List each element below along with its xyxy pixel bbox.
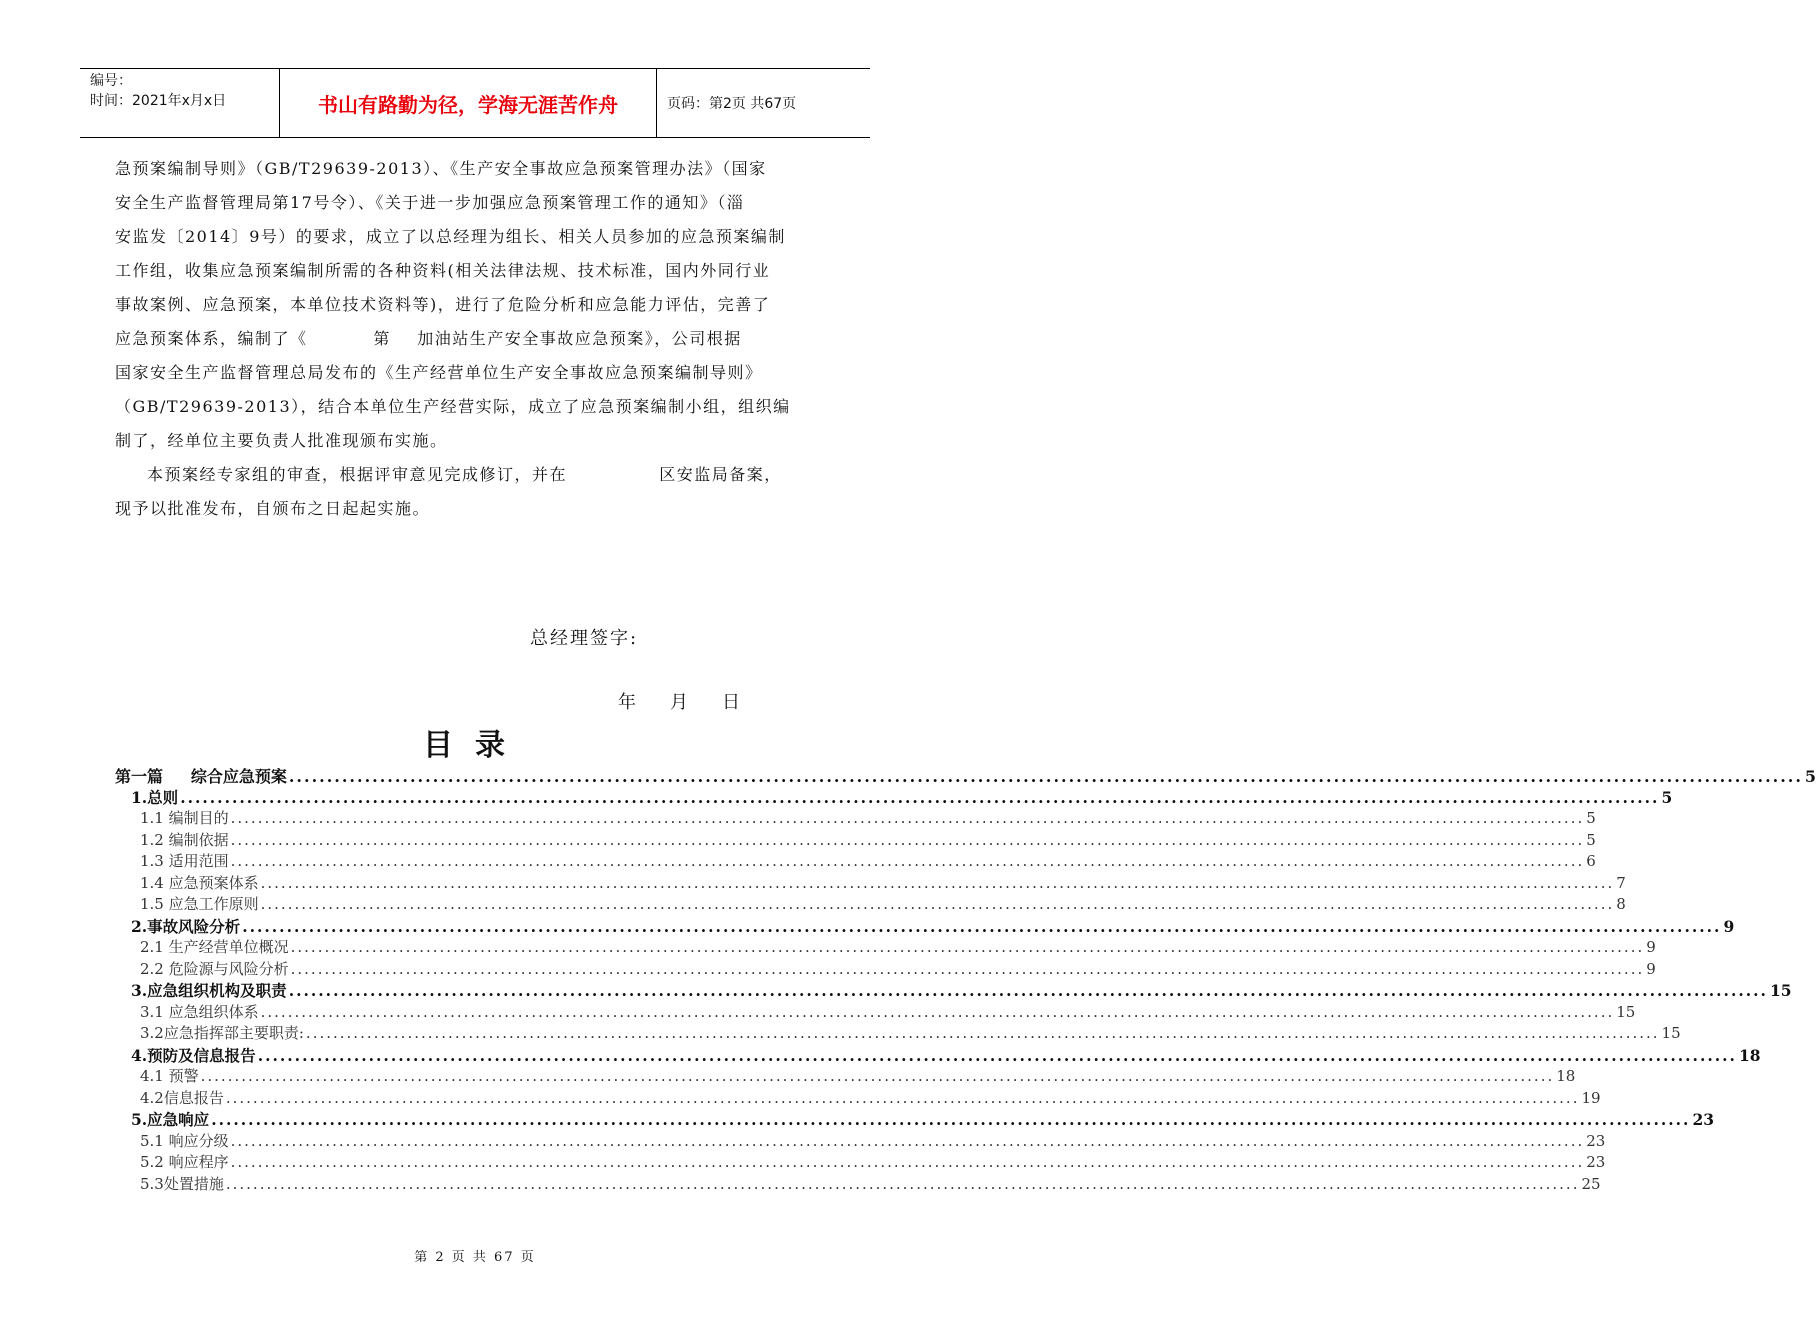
paragraph-line: 安监发〔2014〕9号）的要求，成立了以总经理为组长、相关人员参加的应急预案编制	[115, 227, 786, 246]
toc-entry-page: 23	[1586, 1153, 1606, 1171]
signature-date	[618, 688, 774, 714]
toc-entry-label: 第一篇 综合应急预案	[115, 767, 287, 786]
toc-entry-page: 15	[1769, 981, 1792, 1000]
toc-entry[interactable]	[115, 915, 1735, 937]
toc-entry-page: 23	[1692, 1110, 1715, 1129]
toc-entry-label: 1.总则	[131, 787, 179, 807]
toc-entry[interactable]	[115, 1001, 1636, 1023]
toc-entry-page: 5	[1661, 787, 1673, 807]
header-left-cell	[80, 69, 280, 137]
table-of-contents	[115, 764, 1816, 1194]
toc-leader-dots: ........................................................................................................................................................................................................	[260, 873, 1615, 892]
toc-leader-dots: ........................................................................................................................................................................................................	[225, 1088, 1580, 1107]
toc-entry-page: 25	[1581, 1174, 1601, 1193]
toc-entry[interactable]	[115, 1108, 1715, 1130]
page-footer: 第 2 页 共 67 页	[414, 1250, 536, 1265]
toc-entry[interactable]	[115, 872, 1626, 894]
toc-entry-label: 3.2应急指挥部主要职责:	[140, 1024, 304, 1042]
toc-entry[interactable]	[115, 807, 1596, 829]
toc-leader-dots: ........................................................................................................................................................................................................	[230, 830, 1585, 849]
toc-entry-label: 1.3 适用范围	[140, 852, 229, 870]
toc-entry-label: 3.1 应急组织体系	[140, 1002, 259, 1021]
time-label: 时间：2021年x月x日	[90, 93, 227, 109]
toc-entry[interactable]	[115, 829, 1596, 851]
toc-leader-dots: ........................................................................................................................................................................................................	[305, 1024, 1660, 1042]
toc-entry[interactable]	[115, 850, 1596, 872]
toc-entry[interactable]	[115, 1173, 1601, 1195]
toc-leader-dots: ........................................................................................................................................................................................................	[225, 1174, 1580, 1193]
toc-entry-label: 4.1 预警	[140, 1067, 199, 1085]
number-label: 编号：	[90, 73, 132, 89]
toc-entry-page: 18	[1738, 1045, 1761, 1065]
toc-entry-label: 2.事故风险分析	[131, 916, 241, 936]
toc-entry-page: 7	[1616, 873, 1626, 892]
toc-entry-label: 1.4 应急预案体系	[140, 873, 259, 892]
toc-entry-label: 4.2信息报告	[140, 1088, 224, 1107]
toc-leader-dots: ........................................................................................................................................................................................................	[230, 1131, 1585, 1150]
toc-entry-page: 6	[1586, 852, 1596, 870]
toc-entry-page: 18	[1556, 1067, 1576, 1085]
toc-entry[interactable]	[115, 979, 1792, 1001]
toc-entry-label: 5.3处置措施	[140, 1174, 224, 1193]
toc-entry-label: 5.2 响应程序	[140, 1153, 229, 1171]
toc-entry[interactable]	[115, 893, 1626, 915]
paragraph-line: 本预案经专家组的审查，根据评审意见完成修订，并在 区安监局备案，	[147, 465, 782, 484]
toc-leader-dots: ........................................................................................................................................................................................................	[290, 959, 1645, 978]
toc-entry[interactable]	[115, 1151, 1606, 1173]
day-label: 日	[722, 692, 740, 713]
toc-leader-dots: ........................................................................................................................................................................................................	[257, 1045, 1737, 1065]
body-text	[115, 152, 845, 526]
toc-leader-dots: ........................................................................................................................................................................................................	[288, 767, 1803, 786]
toc-entry-page: 9	[1723, 916, 1735, 936]
toc-entry-label: 1.5 应急工作原则	[140, 895, 259, 913]
toc-entry-label: 1.2 编制依据	[140, 830, 229, 849]
paragraph-line: 事故案例、应急预案，本单位技术资料等)，进行了危险分析和应急能力评估，完善了	[115, 295, 771, 314]
toc-entry-page: 5	[1586, 830, 1596, 849]
toc-entry[interactable]	[115, 1044, 1761, 1066]
page-info: 页码：第2页 共67页	[667, 96, 797, 112]
toc-entry-label: 4.预防及信息报告	[131, 1045, 256, 1065]
paragraph-line: （GB/T29639-2013），结合本单位生产经营实际，成立了应急预案编制小组，组织编	[115, 397, 791, 416]
toc-leader-dots: ........................................................................................................................................................................................................	[211, 1110, 1691, 1129]
toc-entry[interactable]	[115, 786, 1673, 808]
year-label: 年	[618, 692, 636, 713]
toc-leader-dots: ........................................................................................................................................................................................................	[230, 852, 1585, 870]
toc-entry-page: 8	[1616, 895, 1626, 913]
toc-entry[interactable]	[115, 1087, 1601, 1109]
signature-label: 总经理签字:	[530, 628, 639, 649]
toc-entry-label: 5.应急响应	[131, 1110, 210, 1129]
toc-leader-dots: ........................................................................................................................................................................................................	[230, 1153, 1585, 1171]
toc-leader-dots: ........................................................................................................................................................................................................	[260, 1002, 1615, 1021]
toc-entry-label: 1.1 编制目的	[140, 809, 229, 827]
toc-entry-label: 5.1 响应分级	[140, 1131, 229, 1150]
toc-leader-dots: ........................................................................................................................................................................................................	[290, 938, 1645, 956]
toc-leader-dots: ........................................................................................................................................................................................................	[200, 1067, 1555, 1085]
toc-entry[interactable]	[115, 1130, 1606, 1152]
paragraph-line: 制了，经单位主要负责人批准现颁布实施。	[115, 431, 448, 450]
toc-title: 目录	[423, 728, 527, 763]
paragraph-line: 应急预案体系，编制了《 第 加油站生产安全事故应急预案》，公司根据	[115, 329, 742, 348]
toc-entry-label: 3.应急组织机构及职责	[131, 981, 287, 1000]
toc-entry-page: 19	[1581, 1088, 1601, 1107]
toc-entry-page: 9	[1646, 959, 1656, 978]
toc-entry-label: 2.2 危险源与风险分析	[140, 959, 289, 978]
paragraph-1	[115, 152, 845, 458]
toc-leader-dots: ........................................................................................................................................................................................................	[180, 787, 1660, 807]
toc-entry-page: 9	[1646, 938, 1656, 956]
toc-entry[interactable]	[115, 936, 1656, 958]
toc-entry-page: 5	[1804, 767, 1816, 786]
toc-entry-page: 15	[1616, 1002, 1636, 1021]
toc-entry[interactable]	[115, 764, 1816, 786]
toc-leader-dots: ........................................................................................................................................................................................................	[242, 916, 1722, 936]
toc-entry-page: 23	[1586, 1131, 1606, 1150]
toc-leader-dots: ........................................................................................................................................................................................................	[260, 895, 1615, 913]
toc-entry-page: 15	[1661, 1024, 1681, 1042]
paragraph-line: 急预案编制导则》（GB/T29639-2013）、《生产安全事故应急预案管理办法》（国家	[115, 159, 767, 178]
toc-entry[interactable]	[115, 1022, 1681, 1044]
header-table	[80, 68, 870, 138]
paragraph-line: 现予以批准发布，自颁布之日起起实施。	[115, 499, 431, 518]
motto: 书山有路勤为径，学海无涯苦作舟	[280, 69, 657, 137]
toc-entry[interactable]	[115, 958, 1656, 980]
toc-entry[interactable]	[115, 1065, 1576, 1087]
paragraph-line: 国家安全生产监督管理总局发布的《生产经营单位生产安全事故应急预案编制导则》	[115, 363, 763, 382]
paragraph-2	[115, 458, 845, 526]
paragraph-line: 工作组，收集应急预案编制所需的各种资料(相关法律法规、技术标准，国内外同行业	[115, 261, 771, 280]
month-label: 月	[670, 692, 688, 713]
toc-entry-label: 2.1 生产经营单位概况	[140, 938, 289, 956]
paragraph-line: 安全生产监督管理局第17号令）、《关于进一步加强应急预案管理工作的通知》（淄	[115, 193, 745, 212]
toc-leader-dots: ........................................................................................................................................................................................................	[230, 809, 1585, 827]
toc-leader-dots: ........................................................................................................................................................................................................	[288, 981, 1768, 1000]
toc-entry-page: 5	[1586, 809, 1596, 827]
